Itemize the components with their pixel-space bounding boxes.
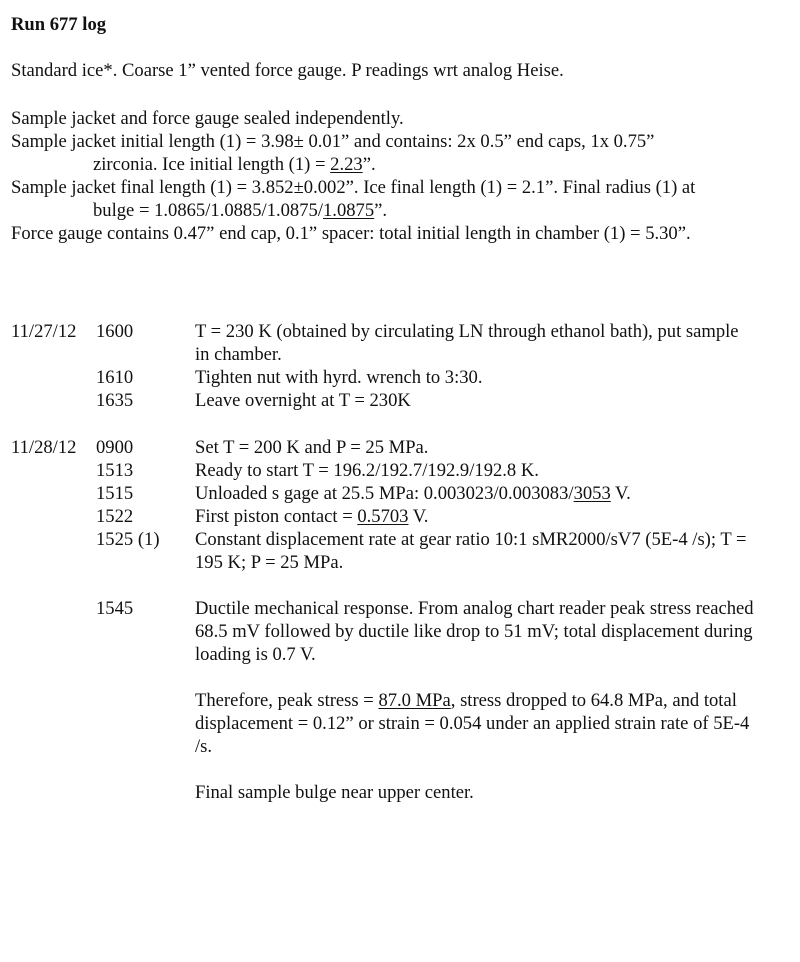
log-time: 1610	[96, 367, 134, 388]
log-entry	[11, 436, 791, 459]
log-entry	[11, 505, 791, 528]
ice-initial-label: zirconia. Ice initial length (1) =	[93, 154, 331, 175]
setup-notes	[11, 107, 791, 245]
ice-initial-length-value: 2.23	[330, 154, 363, 175]
log-time: 0900	[96, 437, 134, 458]
log-text: T = 230 K (obtained by circulating LN through ethanol bath), put sample in chamber.	[195, 321, 739, 365]
page-title: Run 677 log	[11, 14, 107, 35]
bulge-label: bulge = 1.0865/1.0885/1.0875/	[93, 200, 323, 221]
log-time: 1545	[96, 598, 134, 619]
log-text	[195, 505, 755, 528]
log-entry	[11, 597, 791, 804]
log-text: Leave overnight at T = 230K	[195, 390, 411, 411]
setup-line-ice-initial	[11, 153, 791, 176]
log-text: Set T = 200 K and P = 25 MPa.	[195, 437, 429, 458]
ice-initial-suffix: ”.	[362, 154, 376, 175]
peak-stress-label: Therefore, peak stress =	[195, 690, 379, 711]
log-text: Tighten nut with hyrd. wrench to 3:30.	[195, 367, 483, 388]
log-text	[195, 597, 755, 804]
log-date: 11/28/12	[11, 437, 77, 458]
log-text: Ready to start T = 196.2/192.7/192.9/192.8 K.	[195, 460, 539, 481]
log-entry	[11, 389, 791, 412]
setup-line-jacket-initial: Sample jacket initial length (1) = 3.98± 0.01” and contains: 2x 0.5” end caps, 1x 0.75”	[11, 131, 655, 152]
log-day-1	[11, 320, 791, 412]
peak-stress-value: 87.0 MPa	[378, 690, 451, 711]
log-entry	[11, 528, 791, 574]
log-time: 1600	[96, 321, 134, 342]
log-time: 1635	[96, 390, 134, 411]
setup-line-sealing: Sample jacket and force gauge sealed independently.	[11, 108, 404, 129]
gage-unit: V.	[610, 483, 631, 504]
bulge-note: Final sample bulge near upper center.	[195, 782, 474, 803]
log-entry	[11, 320, 791, 366]
piston-contact-value: 0.5703	[357, 506, 409, 527]
log-entry	[11, 366, 791, 389]
log-time: 1522	[96, 506, 134, 527]
log-day-2	[11, 436, 791, 804]
gage-reading-underlined: 3053	[573, 483, 611, 504]
bulge-final-value: 1.0875	[323, 200, 375, 221]
log-text: Constant displacement rate at gear ratio 10:1 sMR2000/sV7 (5E-4 /s); T = 195 K; P = 25 MPa.	[195, 529, 747, 573]
log-entry	[11, 482, 791, 505]
gage-readings-text: Unloaded s gage at 25.5 MPa: 0.003023/0.003083/	[195, 483, 574, 504]
piston-contact-label: First piston contact =	[195, 506, 358, 527]
ductile-response-note: Ductile mechanical response. From analog chart reader peak stress reached 68.5 mV followed by ductile like drop to 51 mV; total displacement during loading is 0.7 V.	[195, 598, 754, 665]
log-text	[195, 482, 755, 505]
log-date: 11/27/12	[11, 321, 77, 342]
setup-line-bulge	[11, 199, 791, 222]
bulge-suffix: ”.	[374, 200, 388, 221]
log-entry	[11, 459, 791, 482]
piston-contact-unit: V.	[408, 506, 429, 527]
setup-line-force-gauge: Force gauge contains 0.47” end cap, 0.1” spacer: total initial length in chamber (1) = 5.30”.	[11, 223, 691, 244]
setup-line-jacket-final: Sample jacket final length (1) = 3.852±0.002”. Ice final length (1) = 2.1”. Final radius (1) at	[11, 177, 696, 198]
log-time: 1513	[96, 460, 134, 481]
log-time: 1525 (1)	[96, 529, 160, 550]
intro-text: Standard ice*. Coarse 1” vented force gauge. P readings wrt analog Heise.	[11, 60, 564, 81]
intro-paragraph	[11, 59, 791, 82]
log-time: 1515	[96, 483, 134, 504]
peak-stress-note	[195, 689, 755, 758]
peak-stress-details: , stress dropped to 64.8 MPa, and total displacement = 0.12” or strain = 0.054 under an applied strain rate of 5E-4 /s.	[195, 690, 750, 757]
